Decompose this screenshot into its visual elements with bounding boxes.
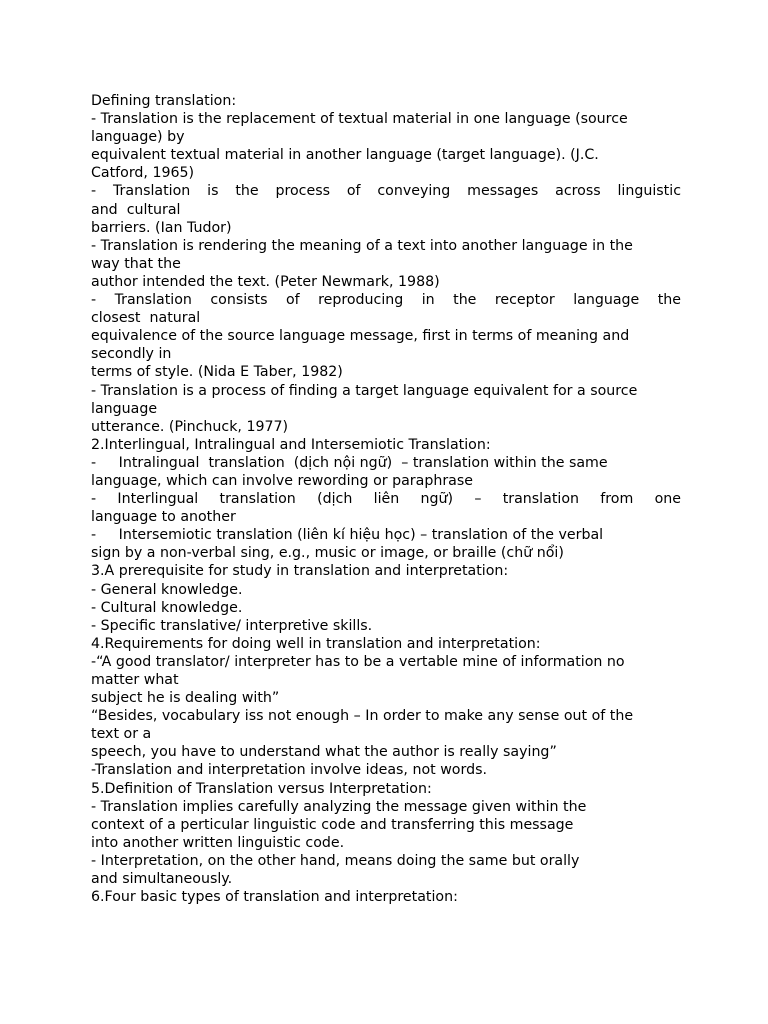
- document-body: [91, 92, 681, 906]
- section-heading: 2.Interlingual, Intralingual and Intersemiotic Translation:: [91, 436, 491, 453]
- text-line: - Translation is the process of conveying messages across linguistic: [91, 183, 681, 200]
- text-line: context of a perticular linguistic code and transferring this message: [91, 816, 574, 833]
- text-line: into another written linguistic code.: [91, 834, 345, 851]
- text-line: equivalence of the source language message, first in terms of meaning and: [91, 328, 630, 345]
- list-item: - General knowledge.: [91, 581, 243, 598]
- list-item: - Specific translative/ interpretive skills.: [91, 617, 373, 634]
- text-line: terms of style. (Nida E Taber, 1982): [91, 364, 343, 381]
- text-line: - Translation consists of reproducing in the receptor language the: [91, 292, 681, 309]
- text-line: closest natural: [91, 310, 201, 327]
- text-line: “Besides, vocabulary iss not enough – In order to make any sense out of the: [91, 708, 634, 725]
- text-line: sign by a non-verbal sing, e.g., music or image, or braille (chữ nổi): [91, 545, 564, 562]
- text-line: - Interpretation, on the other hand, means doing the same but orally: [91, 852, 580, 869]
- text-line: - Intersemiotic translation (liên kí hiệu học) – translation of the verbal: [91, 527, 604, 544]
- text-line: utterance. (Pinchuck, 1977): [91, 418, 289, 435]
- text-line: - Translation implies carefully analyzing the message given within the: [91, 798, 587, 815]
- text-line: -“A good translator/ interpreter has to be a vertable mine of information no: [91, 653, 625, 670]
- text-line: equivalent textual material in another language (target language). (J.C.: [91, 147, 599, 164]
- text-line: Catford, 1965): [91, 165, 195, 182]
- text-line: - Intralingual translation (dịch nội ngữ) – translation within the same: [91, 454, 608, 471]
- section-heading: 3.A prerequisite for study in translation and interpretation:: [91, 563, 509, 580]
- section-heading: 4.Requirements for doing well in translation and interpretation:: [91, 635, 541, 652]
- text-line: secondly in: [91, 346, 172, 363]
- section-heading: 5.Definition of Translation versus Interpretation:: [91, 780, 432, 797]
- text-line: language to another: [91, 509, 236, 526]
- text-line: matter what: [91, 672, 179, 688]
- text-line: - Translation is rendering the meaning of a text into another language in the: [91, 237, 633, 254]
- list-item: - Cultural knowledge.: [91, 599, 243, 616]
- text-line: subject he is dealing with”: [91, 690, 280, 707]
- text-line: - Translation is the replacement of textual material in one language (source: [91, 111, 628, 128]
- text-line: text or a: [91, 726, 152, 743]
- section-heading: 6.Four basic types of translation and interpretation:: [91, 889, 458, 906]
- section-heading: Defining translation:: [91, 93, 237, 109]
- text-line: speech, you have to understand what the author is really saying”: [91, 744, 557, 761]
- text-line: - Translation is a process of finding a target language equivalent for a source: [91, 382, 638, 399]
- text-line: and cultural: [91, 201, 181, 218]
- text-line: language: [91, 400, 158, 417]
- text-line: and simultaneously.: [91, 871, 233, 888]
- text-line: way that the: [91, 255, 181, 272]
- text-line: language) by: [91, 129, 185, 146]
- text-line: language, which can involve rewording or paraphrase: [91, 472, 473, 489]
- text-line: barriers. (Ian Tudor): [91, 219, 232, 236]
- text-line: -Translation and interpretation involve ideas, not words.: [91, 762, 487, 779]
- text-line: author intended the text. (Peter Newmark, 1988): [91, 273, 440, 290]
- text-line: - Interlingual translation (dịch liên ngữ) – translation from one: [91, 491, 681, 508]
